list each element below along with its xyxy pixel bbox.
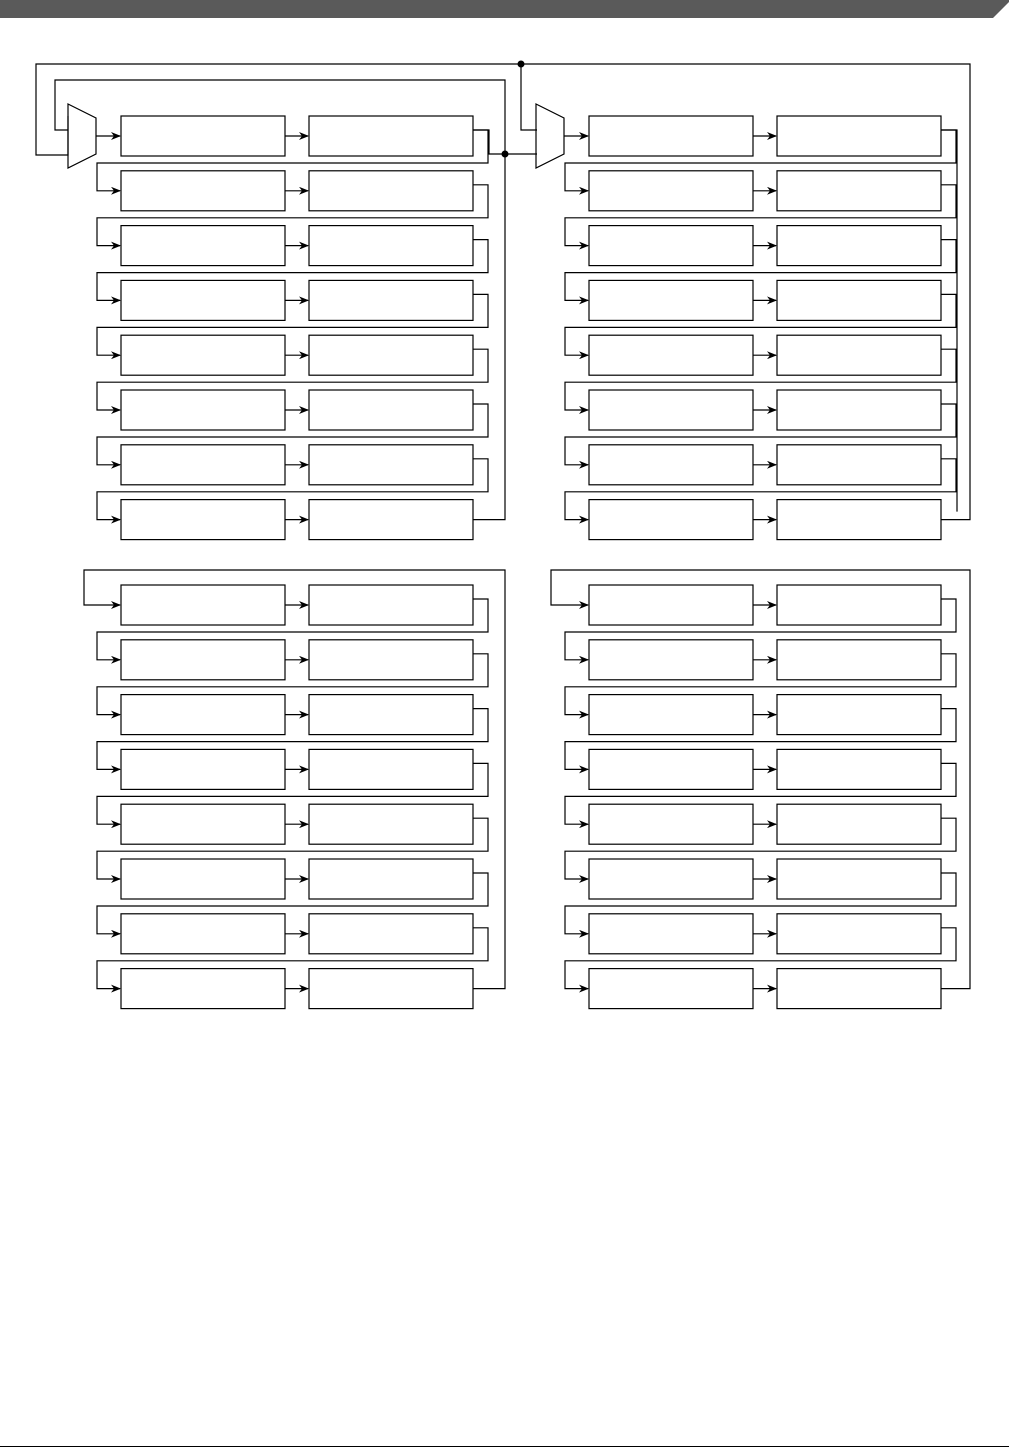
- register-box: [309, 804, 473, 844]
- register-box: [589, 500, 753, 540]
- register-box: [777, 969, 941, 1009]
- register-box: [589, 804, 753, 844]
- register-box: [777, 859, 941, 899]
- junction-dot: [502, 151, 509, 158]
- register-box: [589, 226, 753, 266]
- register-box: [121, 585, 285, 625]
- register-box: [589, 969, 753, 1009]
- register-box: [121, 171, 285, 211]
- register-box: [309, 969, 473, 1009]
- register-box: [309, 226, 473, 266]
- register-group-bottom-right: [565, 585, 956, 1009]
- register-box: [121, 914, 285, 954]
- register-box: [589, 445, 753, 485]
- register-box: [121, 226, 285, 266]
- register-box: [589, 914, 753, 954]
- register-box: [777, 749, 941, 789]
- register-box: [309, 445, 473, 485]
- register-box: [309, 695, 473, 735]
- register-box: [309, 335, 473, 375]
- junction-dot: [518, 61, 525, 68]
- register-box: [309, 500, 473, 540]
- register-box: [309, 749, 473, 789]
- register-box: [777, 335, 941, 375]
- register-box: [777, 280, 941, 320]
- register-box: [309, 640, 473, 680]
- register-box: [777, 226, 941, 266]
- feedback-line: [941, 130, 957, 512]
- register-box: [777, 116, 941, 156]
- register-box: [309, 585, 473, 625]
- register-box: [121, 969, 285, 1009]
- register-box: [777, 445, 941, 485]
- register-box: [589, 280, 753, 320]
- multiplexer: [536, 104, 564, 168]
- register-box: [309, 280, 473, 320]
- register-box: [589, 585, 753, 625]
- register-box: [121, 859, 285, 899]
- register-box: [309, 171, 473, 211]
- register-group-top-left: [68, 104, 488, 540]
- register-box: [121, 116, 285, 156]
- register-box: [777, 804, 941, 844]
- register-box: [589, 335, 753, 375]
- register-box: [121, 640, 285, 680]
- register-box: [121, 804, 285, 844]
- register-box: [309, 859, 473, 899]
- register-box: [309, 116, 473, 156]
- register-box: [589, 390, 753, 430]
- multiplexer: [68, 104, 96, 168]
- register-box: [777, 914, 941, 954]
- register-box: [777, 390, 941, 430]
- register-box: [121, 445, 285, 485]
- feedback-line: [473, 130, 505, 154]
- register-box: [121, 500, 285, 540]
- register-box: [589, 749, 753, 789]
- register-box: [777, 585, 941, 625]
- register-box: [121, 390, 285, 430]
- register-box: [121, 280, 285, 320]
- register-box: [777, 500, 941, 540]
- register-box: [589, 116, 753, 156]
- register-box: [589, 695, 753, 735]
- feedback-line: [521, 64, 537, 130]
- register-box: [121, 749, 285, 789]
- register-group-bottom-left: [97, 585, 488, 1009]
- register-box: [777, 640, 941, 680]
- footer-rule: [0, 1446, 1009, 1447]
- register-box: [589, 640, 753, 680]
- register-box: [121, 335, 285, 375]
- register-box: [589, 171, 753, 211]
- register-box: [777, 171, 941, 211]
- feedback-line: [473, 154, 537, 520]
- register-box: [309, 914, 473, 954]
- register-box: [777, 695, 941, 735]
- register-box: [121, 695, 285, 735]
- register-box: [309, 390, 473, 430]
- register-group-top-right: [536, 104, 956, 540]
- register-box: [589, 859, 753, 899]
